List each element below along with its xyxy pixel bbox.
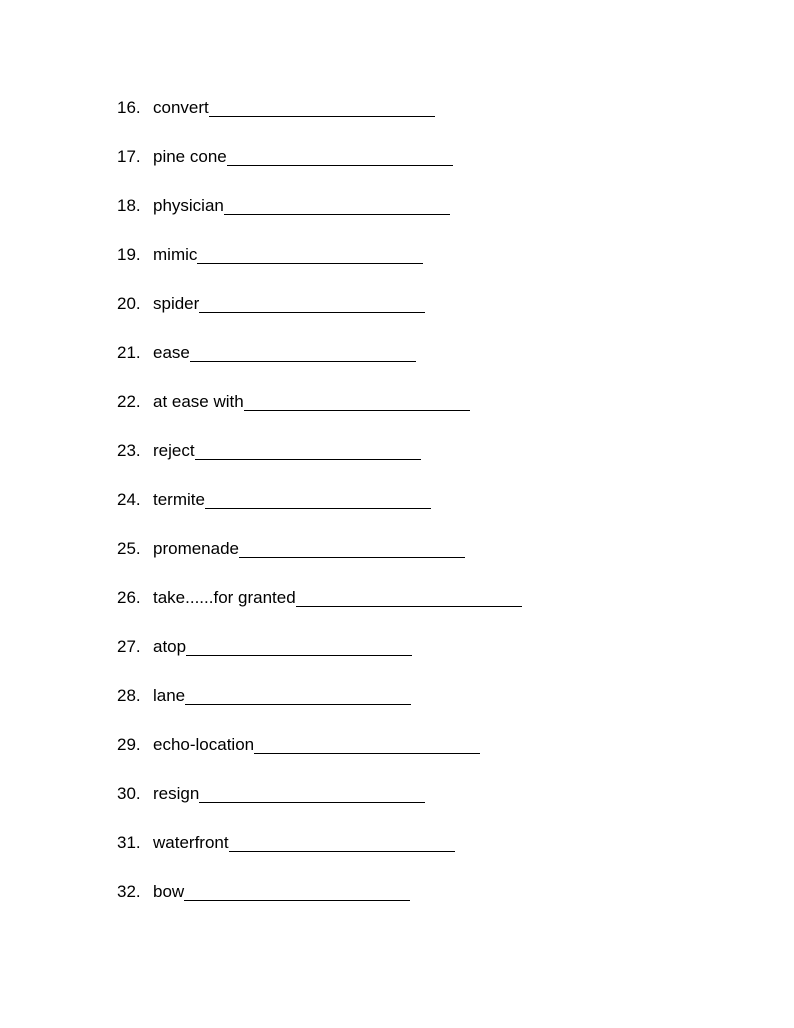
item-word: at ease with — [153, 392, 244, 411]
item-number: 22. — [117, 392, 141, 411]
item-number: 29. — [117, 735, 141, 754]
list-item — [117, 96, 757, 145]
item-word: termite — [153, 490, 205, 509]
answer-blank[interactable] — [184, 880, 410, 901]
item-word: spider — [153, 294, 200, 313]
answer-blank[interactable] — [195, 439, 421, 460]
answer-blank[interactable] — [205, 488, 431, 509]
list-item — [117, 194, 757, 243]
answer-blank[interactable] — [244, 390, 470, 411]
item-number: 20. — [117, 294, 141, 313]
item-word: echo-location — [153, 735, 255, 754]
list-item — [117, 782, 757, 831]
answer-blank[interactable] — [209, 96, 435, 117]
item-word: take......for granted — [153, 588, 296, 607]
item-word: resign — [153, 784, 200, 803]
vocabulary-list — [117, 96, 757, 929]
item-number: 31. — [117, 833, 141, 852]
item-number: 16. — [117, 98, 141, 117]
answer-blank[interactable] — [296, 586, 522, 607]
answer-blank[interactable] — [239, 537, 465, 558]
list-item — [117, 292, 757, 341]
item-word: mimic — [153, 245, 198, 264]
item-number: 25. — [117, 539, 141, 558]
item-number: 23. — [117, 441, 141, 460]
list-item — [117, 243, 757, 292]
answer-blank[interactable] — [199, 292, 425, 313]
answer-blank[interactable] — [224, 194, 450, 215]
list-item — [117, 488, 757, 537]
answer-blank[interactable] — [254, 733, 480, 754]
list-item — [117, 684, 757, 733]
item-number: 17. — [117, 147, 141, 166]
list-item — [117, 145, 757, 194]
item-number: 18. — [117, 196, 141, 215]
answer-blank[interactable] — [190, 341, 416, 362]
item-word: promenade — [153, 539, 240, 558]
item-number: 32. — [117, 882, 141, 901]
item-word: physician — [153, 196, 224, 215]
answer-blank[interactable] — [227, 145, 453, 166]
answer-blank[interactable] — [185, 684, 411, 705]
item-word: ease — [153, 343, 190, 362]
item-word: waterfront — [153, 833, 229, 852]
item-number: 30. — [117, 784, 141, 803]
item-number: 26. — [117, 588, 141, 607]
list-item — [117, 341, 757, 390]
list-item — [117, 733, 757, 782]
answer-blank[interactable] — [199, 782, 425, 803]
answer-blank[interactable] — [197, 243, 423, 264]
list-item — [117, 439, 757, 488]
answer-blank[interactable] — [229, 831, 455, 852]
item-word: lane — [153, 686, 186, 705]
item-word: pine cone — [153, 147, 227, 166]
list-item — [117, 880, 757, 929]
list-item — [117, 831, 757, 880]
item-word: atop — [153, 637, 187, 656]
item-number: 21. — [117, 343, 141, 362]
list-item — [117, 586, 757, 635]
item-word: convert — [153, 98, 209, 117]
item-number: 24. — [117, 490, 141, 509]
list-item — [117, 390, 757, 439]
item-number: 19. — [117, 245, 141, 264]
item-word: reject — [153, 441, 195, 460]
item-word: bow — [153, 882, 185, 901]
item-number: 28. — [117, 686, 141, 705]
item-number: 27. — [117, 637, 141, 656]
answer-blank[interactable] — [186, 635, 412, 656]
list-item — [117, 635, 757, 684]
list-item — [117, 537, 757, 586]
